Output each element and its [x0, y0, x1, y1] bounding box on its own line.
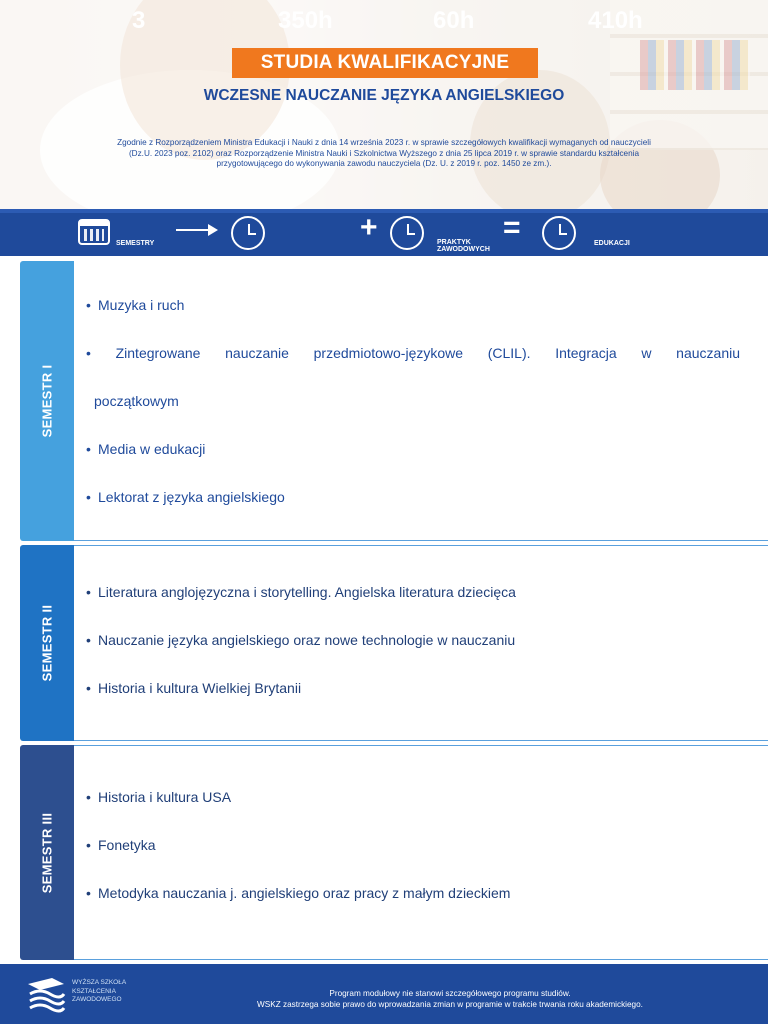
list-item: • Lektorat z języka angielskiego [86, 489, 285, 505]
list-item: • Media w edukacji [86, 441, 206, 457]
equals-sign: = [503, 211, 521, 244]
practice-label: PRAKTYK ZAWODOWYCH [437, 239, 490, 253]
footer-disclaimer: Program modułowy nie stanowi szczegółowego programu studiów. WSKZ zastrzega sobie prawo do wprowadzania zmian w programie w trakcie trwania roku akademickiego. [257, 989, 643, 1009]
list-item: • Literatura anglojęzyczna i storytelling. Angielska literatura dziecięca [86, 584, 516, 600]
list-item: • Fonetyka [86, 837, 156, 853]
semester-3-tab [20, 745, 74, 960]
clock-icon [231, 216, 265, 250]
legal-basis-text: Zgodnie z Rozporządzeniem Ministra Edukacji i Nauki z dnia 14 września 2023 r. w sprawie szczegółowych kwalifikacji wymaganych od nauczycieli (Dz.U. 2023 poz. 2102) oraz Rozporządzenie Ministra Nauki i Szkolnictwa Wyższego z dnia 25 lipca 2019 r. w sprawie standardu kształcenia przygotowującego do wykonywania zawodu nauczyciela (Dz. U. z 2019 r. poz. 1450 ze zm.). [117, 138, 651, 168]
semesters-value: 3 [132, 7, 146, 34]
practice-value: 60h [433, 7, 475, 34]
semester-3-label: SEMESTR III [39, 812, 55, 893]
school-logo-text: WYŻSZA SZKOŁA KSZTAŁCENIA ZAWODOWEGO [72, 979, 127, 1003]
stats-band [0, 209, 768, 256]
clock-icon [542, 216, 576, 250]
semester-1-tab [20, 261, 74, 541]
semester-1-section [20, 261, 768, 541]
total-label: EDUKACJI [594, 240, 630, 247]
plus-sign: + [360, 211, 378, 244]
semester-2-label: SEMESTR II [39, 604, 55, 682]
list-item: • Historia i kultura Wielkiej Brytanii [86, 680, 302, 696]
school-logo-icon [26, 974, 66, 1014]
arrow-right-icon [176, 229, 216, 231]
clock-icon [390, 216, 424, 250]
semester-3-section [20, 745, 768, 960]
list-item: • Zintegrowane nauczanie przedmiotowo-językowe (CLIL). Integracja w nauczaniu [86, 345, 741, 361]
hero-photo [0, 0, 768, 212]
calendar-icon [78, 219, 110, 245]
semester-1-label: SEMESTR I [39, 364, 55, 438]
hours-value: 350h [278, 7, 333, 34]
page-subtitle: WCZESNE NAUCZANIE JĘZYKA ANGIELSKIEGO [203, 87, 565, 104]
semesters-label: SEMESTRY [116, 240, 155, 247]
list-item: • Muzyka i ruch [86, 297, 185, 313]
list-item: • Historia i kultura USA [86, 789, 232, 805]
total-value: 410h [588, 7, 643, 34]
semester-2-tab [20, 545, 74, 741]
list-item: • Metodyka nauczania j. angielskiego oraz pracy z małym dzieckiem [86, 885, 511, 901]
semester-2-section [20, 545, 768, 741]
list-item: • Nauczanie języka angielskiego oraz nowe technologie w nauczaniu [86, 632, 516, 648]
page-title: STUDIA KWALIFIKACYJNE [232, 48, 538, 78]
list-item-continuation: początkowym [94, 393, 179, 409]
